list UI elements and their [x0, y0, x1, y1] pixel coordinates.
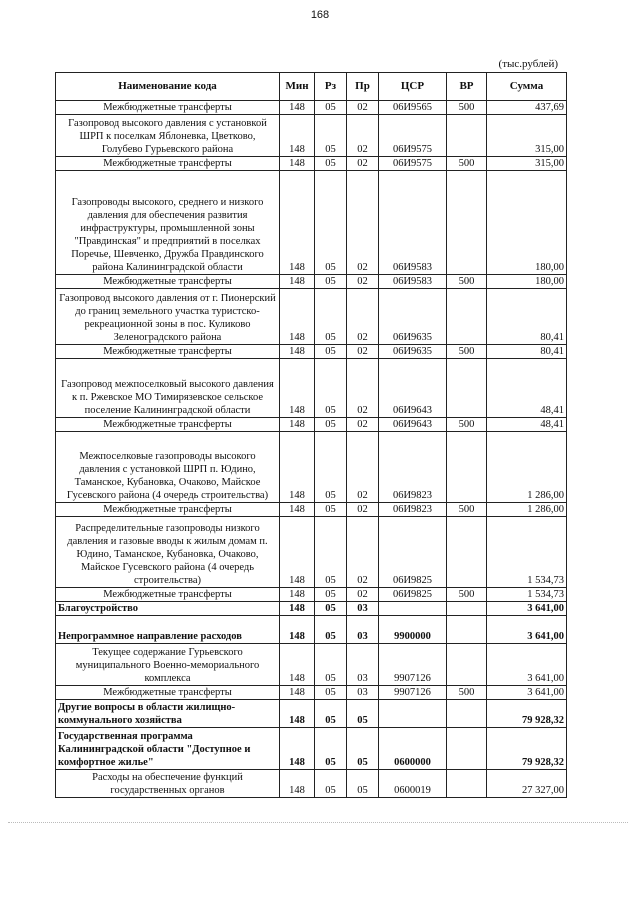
cell-vr: 500	[447, 686, 487, 700]
cell-csr: 06И9643	[379, 359, 447, 418]
cell-csr	[379, 700, 447, 728]
cell-vr: 500	[447, 101, 487, 115]
cell-min: 148	[280, 171, 315, 275]
cell-pr: 02	[347, 359, 379, 418]
cell-rz: 05	[315, 101, 347, 115]
cell-csr: 06И9635	[379, 289, 447, 345]
cell-name: Газопровод высокого давления от г. Пионерский до границ земельного участка туристско-рекреационной зоны в пос. Куликово Зеленоградского района	[56, 289, 280, 345]
cell-sum: 315,00	[487, 157, 567, 171]
page-number: 168	[310, 9, 330, 21]
cell-vr	[447, 770, 487, 798]
cell-pr: 05	[347, 728, 379, 770]
cell-rz: 05	[315, 588, 347, 602]
cell-vr	[447, 359, 487, 418]
cell-min: 148	[280, 616, 315, 644]
table-row	[56, 517, 567, 588]
cell-name: Газопроводы высокого, среднего и низкого давления для обеспечения развития инфраструктуры, промышленной зоны "Правдинская" и предприятий в поселках Поречье, Шевченко, Дружба Правдинского района Калининградской области	[56, 171, 280, 275]
cell-sum: 3 641,00	[487, 644, 567, 686]
cell-vr	[447, 616, 487, 644]
cell-sum: 79 928,32	[487, 700, 567, 728]
cell-name: Другие вопросы в области жилищно-коммунального хозяйства	[56, 700, 280, 728]
cell-sum: 437,69	[487, 101, 567, 115]
cell-vr	[447, 728, 487, 770]
cell-vr	[447, 432, 487, 503]
cell-pr: 02	[347, 503, 379, 517]
cell-csr: 06И9643	[379, 418, 447, 432]
cell-min: 148	[280, 588, 315, 602]
cell-csr: 06И9575	[379, 115, 447, 157]
cell-vr: 500	[447, 157, 487, 171]
table-row	[56, 432, 567, 503]
cell-name: Непрограммное направление расходов	[56, 616, 280, 644]
cell-pr: 02	[347, 171, 379, 275]
cell-vr	[447, 171, 487, 275]
cell-min: 148	[280, 644, 315, 686]
header-vr: ВР	[447, 73, 487, 101]
cell-pr: 03	[347, 616, 379, 644]
cell-rz: 05	[315, 432, 347, 503]
cell-csr: 06И9575	[379, 157, 447, 171]
table-row	[56, 588, 567, 602]
cell-name: Благоустройство	[56, 602, 280, 616]
cell-min: 148	[280, 418, 315, 432]
cell-name: Межбюджетные трансферты	[56, 588, 280, 602]
table-body	[56, 101, 567, 798]
cell-pr: 02	[347, 345, 379, 359]
cell-min: 148	[280, 700, 315, 728]
cell-rz: 05	[315, 686, 347, 700]
cell-sum: 1 286,00	[487, 503, 567, 517]
cell-min: 148	[280, 157, 315, 171]
cell-pr: 05	[347, 770, 379, 798]
cell-sum: 1 534,73	[487, 588, 567, 602]
cell-rz: 05	[315, 616, 347, 644]
cell-rz: 05	[315, 345, 347, 359]
bottom-scan-line	[8, 822, 628, 823]
table-row	[56, 616, 567, 644]
table-row	[56, 115, 567, 157]
cell-csr: 0600000	[379, 728, 447, 770]
cell-sum: 27 327,00	[487, 770, 567, 798]
cell-csr	[379, 602, 447, 616]
cell-name: Межбюджетные трансферты	[56, 157, 280, 171]
cell-name: Государственная программа Калининградской области "Доступное и комфортное жилье"	[56, 728, 280, 770]
cell-name: Распределительные газопроводы низкого давления и газовые вводы к жилым домам п. Юдино, Таманское, Кубановка, Очаково, Майское Гусевского района (4 очередь строительства)	[56, 517, 280, 588]
units-label: (тыс.рублей)	[498, 58, 558, 70]
cell-rz: 05	[315, 275, 347, 289]
cell-name: Газопровод высокого давления с установкой ШРП к поселкам Яблоневка, Цветково, Голубево Гурьевского района	[56, 115, 280, 157]
cell-rz: 05	[315, 602, 347, 616]
table-row	[56, 359, 567, 418]
header-pr: Пр	[347, 73, 379, 101]
cell-sum: 180,00	[487, 275, 567, 289]
cell-min: 148	[280, 432, 315, 503]
cell-sum: 79 928,32	[487, 728, 567, 770]
cell-csr: 06И9825	[379, 588, 447, 602]
cell-sum: 1 534,73	[487, 517, 567, 588]
cell-pr: 02	[347, 157, 379, 171]
table-row	[56, 770, 567, 798]
cell-csr: 06И9825	[379, 517, 447, 588]
cell-min: 148	[280, 345, 315, 359]
cell-rz: 05	[315, 728, 347, 770]
cell-name: Текущее содержание Гурьевского муниципального Военно-мемориального комплекса	[56, 644, 280, 686]
cell-csr: 9900000	[379, 616, 447, 644]
cell-vr	[447, 602, 487, 616]
header-csr: ЦСР	[379, 73, 447, 101]
cell-vr: 500	[447, 275, 487, 289]
cell-name: Расходы на обеспечение функций государственных органов	[56, 770, 280, 798]
cell-csr: 06И9583	[379, 275, 447, 289]
cell-min: 148	[280, 359, 315, 418]
header-sum: Сумма	[487, 73, 567, 101]
cell-name: Межпоселковые газопроводы высокого давления с установкой ШРП п. Юдино, Таманское, Кубановка, Очаково, Майское Гусевского района (4 очередь строительства)	[56, 432, 280, 503]
budget-table	[55, 72, 567, 798]
cell-min: 148	[280, 517, 315, 588]
table-row	[56, 101, 567, 115]
cell-csr: 06И9823	[379, 503, 447, 517]
cell-name: Газопровод межпоселковый высокого давления к п. Ржевское МО Тимирязевское сельское поселение Калининградской области	[56, 359, 280, 418]
cell-csr: 9907126	[379, 686, 447, 700]
cell-sum: 80,41	[487, 289, 567, 345]
cell-rz: 05	[315, 115, 347, 157]
table-row	[56, 418, 567, 432]
table-row	[56, 157, 567, 171]
cell-min: 148	[280, 503, 315, 517]
header-min: Мин	[280, 73, 315, 101]
cell-name: Межбюджетные трансферты	[56, 686, 280, 700]
table-row	[56, 686, 567, 700]
cell-rz: 05	[315, 644, 347, 686]
cell-pr: 03	[347, 602, 379, 616]
cell-min: 148	[280, 115, 315, 157]
cell-csr: 06И9583	[379, 171, 447, 275]
cell-pr: 02	[347, 432, 379, 503]
cell-vr: 500	[447, 588, 487, 602]
cell-pr: 03	[347, 644, 379, 686]
cell-pr: 02	[347, 418, 379, 432]
table-row	[56, 289, 567, 345]
table-row	[56, 728, 567, 770]
cell-rz: 05	[315, 171, 347, 275]
cell-vr	[447, 517, 487, 588]
cell-pr: 02	[347, 101, 379, 115]
cell-sum: 1 286,00	[487, 432, 567, 503]
cell-csr: 9907126	[379, 644, 447, 686]
cell-pr: 03	[347, 686, 379, 700]
cell-sum: 3 641,00	[487, 616, 567, 644]
table-row	[56, 700, 567, 728]
cell-rz: 05	[315, 770, 347, 798]
cell-min: 148	[280, 686, 315, 700]
table-row	[56, 275, 567, 289]
cell-name: Межбюджетные трансферты	[56, 503, 280, 517]
table-row	[56, 345, 567, 359]
cell-rz: 05	[315, 359, 347, 418]
cell-min: 148	[280, 101, 315, 115]
cell-pr: 02	[347, 275, 379, 289]
cell-vr: 500	[447, 345, 487, 359]
cell-pr: 05	[347, 700, 379, 728]
cell-rz: 05	[315, 289, 347, 345]
cell-sum: 180,00	[487, 171, 567, 275]
cell-rz: 05	[315, 517, 347, 588]
cell-pr: 02	[347, 289, 379, 345]
table-row	[56, 171, 567, 275]
cell-csr: 06И9823	[379, 432, 447, 503]
cell-vr	[447, 115, 487, 157]
cell-min: 148	[280, 275, 315, 289]
cell-name: Межбюджетные трансферты	[56, 275, 280, 289]
cell-csr: 06И9565	[379, 101, 447, 115]
cell-sum: 80,41	[487, 345, 567, 359]
cell-pr: 02	[347, 517, 379, 588]
cell-min: 148	[280, 602, 315, 616]
cell-vr	[447, 644, 487, 686]
table-row	[56, 644, 567, 686]
cell-sum: 3 641,00	[487, 602, 567, 616]
cell-sum: 48,41	[487, 418, 567, 432]
cell-rz: 05	[315, 700, 347, 728]
cell-vr: 500	[447, 418, 487, 432]
cell-name: Межбюджетные трансферты	[56, 101, 280, 115]
cell-rz: 05	[315, 503, 347, 517]
cell-name: Межбюджетные трансферты	[56, 345, 280, 359]
cell-rz: 05	[315, 418, 347, 432]
table-row	[56, 602, 567, 616]
cell-sum: 315,00	[487, 115, 567, 157]
table-row	[56, 503, 567, 517]
cell-vr	[447, 289, 487, 345]
cell-csr: 06И9635	[379, 345, 447, 359]
cell-vr: 500	[447, 503, 487, 517]
cell-csr: 0600019	[379, 770, 447, 798]
header-rz: Рз	[315, 73, 347, 101]
cell-vr	[447, 700, 487, 728]
header-name: Наименование кода	[56, 73, 280, 101]
cell-min: 148	[280, 289, 315, 345]
cell-pr: 02	[347, 588, 379, 602]
cell-sum: 3 641,00	[487, 686, 567, 700]
cell-min: 148	[280, 770, 315, 798]
cell-min: 148	[280, 728, 315, 770]
cell-sum: 48,41	[487, 359, 567, 418]
cell-rz: 05	[315, 157, 347, 171]
cell-pr: 02	[347, 115, 379, 157]
table-header-row	[56, 73, 567, 101]
cell-name: Межбюджетные трансферты	[56, 418, 280, 432]
